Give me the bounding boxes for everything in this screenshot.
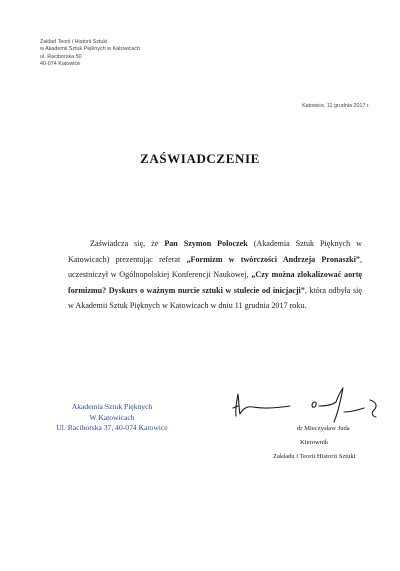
document-title: ZAŚWIADCZENIE (140, 151, 260, 166)
signer-name: dr Mieczysław Juda (297, 425, 350, 432)
document-date: Katowice, 11 grudnia 2017 r. (302, 103, 370, 109)
sender-address (40, 39, 140, 68)
body-text-2: (Akademia Sztuk Pięknych w Katowicach) prezentując referat (68, 239, 362, 264)
signer-department: Zakładu i Teorii Historii Sztuki (273, 453, 356, 460)
institution-stamp (44, 402, 180, 434)
stamp-line-2: W Katowicach (89, 412, 135, 422)
sender-line-2: w Akademii Sztuk Pięknych w Katowicach (40, 46, 141, 53)
stamp-line-1: Akademia Sztuk Pięknych (71, 402, 153, 411)
signer-role: Kierownik (300, 439, 329, 446)
participant-name: Pan Szymon Poloczek (164, 239, 248, 248)
body-text-3: , uczestniczył w Ogólnopolskiej Konferencji Naukowej, (68, 254, 362, 280)
sender-line-3: ul. Raciborska 50 (40, 53, 82, 60)
stamp-line-3: Ul. Raciborska 37, 40-074 Katowice (56, 423, 168, 433)
body-text-4: , która odbyła się w Akademii Sztuk Pięknych w Katowicach w dniu 11 grudnia 2017 roku. (68, 285, 363, 311)
sender-line-1: Zakład Teorii i Historii Sztuki (40, 39, 108, 45)
conference-title: „Czy można zlokalizować aortę formizmu? Dyskurs o ważnym nurcie sztuki w stulecie od inicjacji” (68, 270, 362, 295)
body-text-1: Zaświadcza się, że (90, 239, 165, 248)
certificate-body (68, 236, 362, 314)
paper-title: „Formizm w twórczości Andrzeja Pronaszki” (186, 254, 360, 264)
sender-line-4: 40-074 Katowice (40, 60, 81, 67)
